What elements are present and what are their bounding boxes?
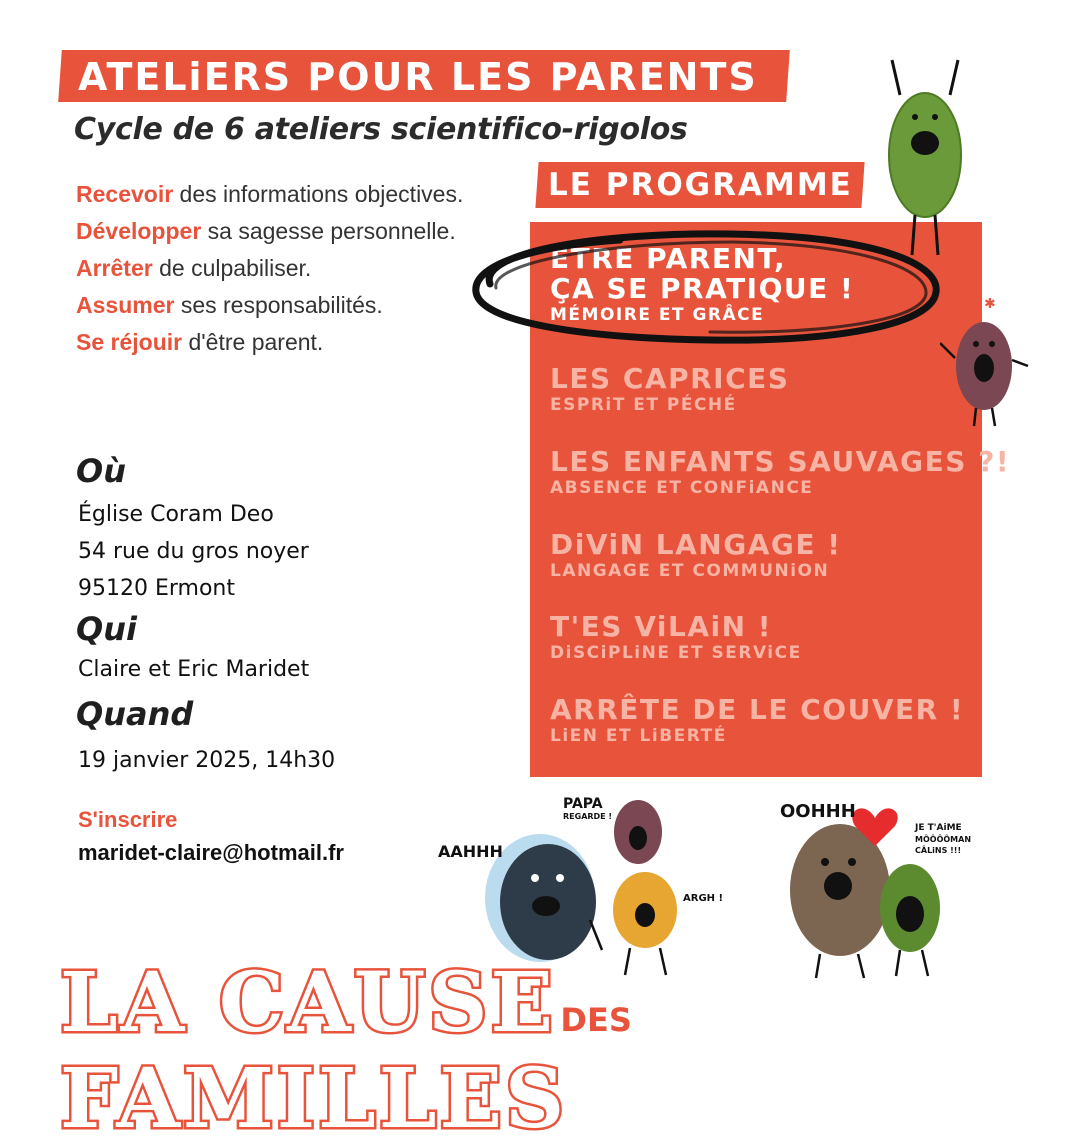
- purple-character-illustration: [940, 298, 1030, 428]
- address-line: 95120 Ermont: [78, 576, 235, 601]
- goal-item: Arrêter de culpabiliser.: [76, 255, 312, 281]
- goal-item: Développer sa sagesse personnelle.: [76, 218, 456, 244]
- programme-item: LES CAPRICES ESPRiT ET PÉCHÉ: [550, 362, 790, 415]
- doodle-text-jetaime-3: CÂLiNS !!!: [915, 846, 962, 855]
- footer-logo-part2: DES: [560, 1001, 632, 1039]
- programme-item: ARRÊTE DE LE COUVER ! LiEN ET LiBERTÉ: [550, 693, 965, 746]
- footer-logo-part1: LA CAUSE: [60, 955, 556, 1051]
- who-heading: Qui: [76, 610, 137, 648]
- doodle-text-ohh: OOHHH: [780, 801, 856, 822]
- goal-item: Recevoir des informations objectives.: [76, 181, 464, 207]
- goal-item: Se réjouir d'être parent.: [76, 329, 324, 355]
- when-heading: Quand: [76, 695, 194, 733]
- svg-text:✱: ✱: [984, 298, 996, 312]
- highlight-ellipse: [460, 222, 950, 352]
- page-title: ATELiERS POUR LES PARENTS: [78, 55, 758, 99]
- doodle-text-jetaime-2: MÔÔÔÔMAN: [915, 835, 972, 844]
- doodle-text-papa: PAPA: [563, 796, 603, 812]
- goal-item: Assumer ses responsabilités.: [76, 292, 383, 318]
- programme-item: DiViN LANGAGE ! LANGAGE ET COMMUNiON: [550, 528, 842, 581]
- programme-item: T'ES ViLAiN ! DiSCiPLiNE ET SERViCE: [550, 610, 802, 663]
- goals-list: [76, 180, 496, 365]
- doodle-text-argh: ARGH !: [683, 893, 724, 904]
- green-character-illustration: [880, 55, 970, 265]
- where-heading: Où: [76, 452, 126, 490]
- page-subtitle: Cycle de 6 ateliers scientifico-rigolos: [74, 112, 688, 147]
- who-value: Claire et Eric Maridet: [78, 657, 310, 682]
- characters-group-illustration: [480, 790, 1010, 980]
- signup-heading: S'inscrire: [78, 807, 178, 832]
- address-line: Église Coram Deo: [78, 502, 274, 527]
- programme-item: ETRE PARENT, ÇA SE PRATIQUE ! MÉMOIRE ET GRÂCE: [550, 242, 855, 325]
- address-line: 54 rue du gros noyer: [78, 539, 309, 564]
- footer-logo-part3: FAMILLES: [60, 1051, 568, 1147]
- when-value: 19 janvier 2025, 14h30: [78, 748, 336, 773]
- doodle-text-jetaime-1: JE T'AiME: [915, 823, 962, 833]
- doodle-text-ahh: AAHHH: [438, 842, 503, 861]
- doodle-text-regarde: REGARDE !: [563, 812, 613, 821]
- footer-logo: [60, 955, 1020, 1147]
- programme-heading: LE PROGRAMME: [548, 167, 853, 203]
- programme-item: LES ENFANTS SAUVAGES ?! ABSENCE ET CONFiANCE: [550, 445, 1011, 498]
- signup-email-link[interactable]: maridet-claire@hotmail.fr: [78, 840, 344, 865]
